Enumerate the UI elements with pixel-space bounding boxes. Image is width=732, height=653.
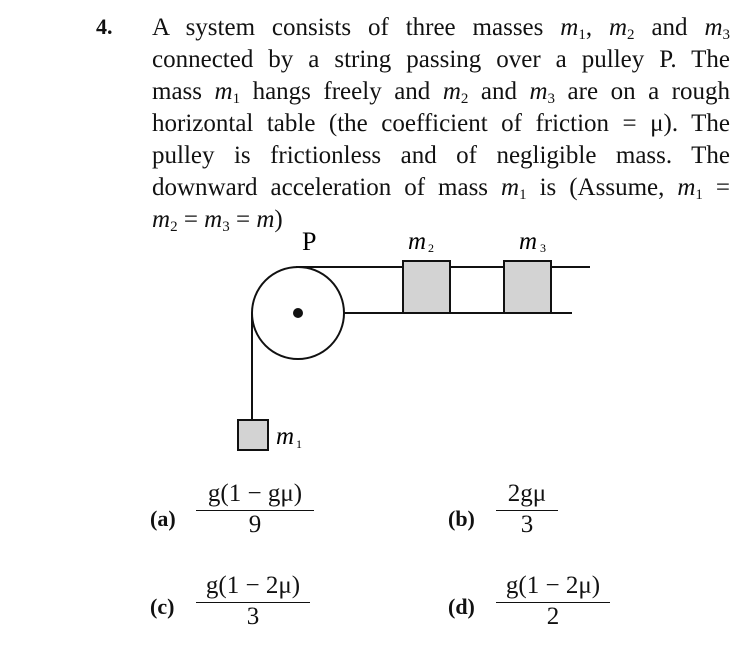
question-line-7: $m_2 = m_3 = m$): [152, 206, 283, 235]
option-b-label: (b): [448, 506, 475, 531]
option-a-label: (a): [150, 506, 176, 531]
option-b-denominator: 3: [520, 511, 534, 538]
question-number: 4.: [96, 14, 113, 39]
pulley-label: P: [302, 227, 317, 256]
option-b-fraction: [496, 480, 558, 539]
question-line-3: mass $m_1$ hangs freely and $m_2$ and $m_3$ are on a rough: [152, 78, 730, 107]
option-a-fraction: [196, 480, 314, 539]
question-line-1: A system consists of three masses $m_1$, $m_2$ and $m_3$: [152, 14, 730, 43]
m1-label: m: [276, 423, 295, 450]
question-line-6: downward acceleration of mass $m_1$ is (Assume, $m_1$ =: [152, 174, 730, 203]
option-c-fraction: [196, 572, 310, 631]
question-line-2: connected by a string passing over a pulley P. The: [152, 46, 730, 73]
block-m2: [403, 261, 450, 313]
block-m1: [238, 420, 268, 450]
option-d-label: (d): [448, 594, 475, 619]
m1-subscript: 1: [296, 437, 302, 451]
m3-label: m: [519, 228, 538, 255]
option-c-numerator: g(1 − 2μ): [205, 572, 301, 599]
m3-subscript: 3: [540, 241, 546, 255]
option-d-numerator: g(1 − 2μ): [505, 572, 601, 599]
option-c-denominator: 3: [246, 603, 260, 630]
pulley-axle: [293, 308, 303, 318]
m2-label: m: [408, 228, 427, 255]
question-line-4: horizontal table (the coefficient of friction = μ). The: [152, 110, 730, 137]
option-a-denominator: 9: [248, 511, 262, 538]
m2-subscript: 2: [428, 241, 434, 255]
option-a-numerator: g(1 − gμ): [207, 480, 303, 507]
option-d-fraction: [496, 572, 610, 631]
option-c-label: (c): [150, 594, 175, 619]
option-b-numerator: 2gμ: [507, 480, 547, 507]
question-line-5: pulley is frictionless and of negligible mass. The: [152, 142, 730, 169]
option-d-denominator: 2: [546, 603, 560, 630]
block-m3: [504, 261, 551, 313]
